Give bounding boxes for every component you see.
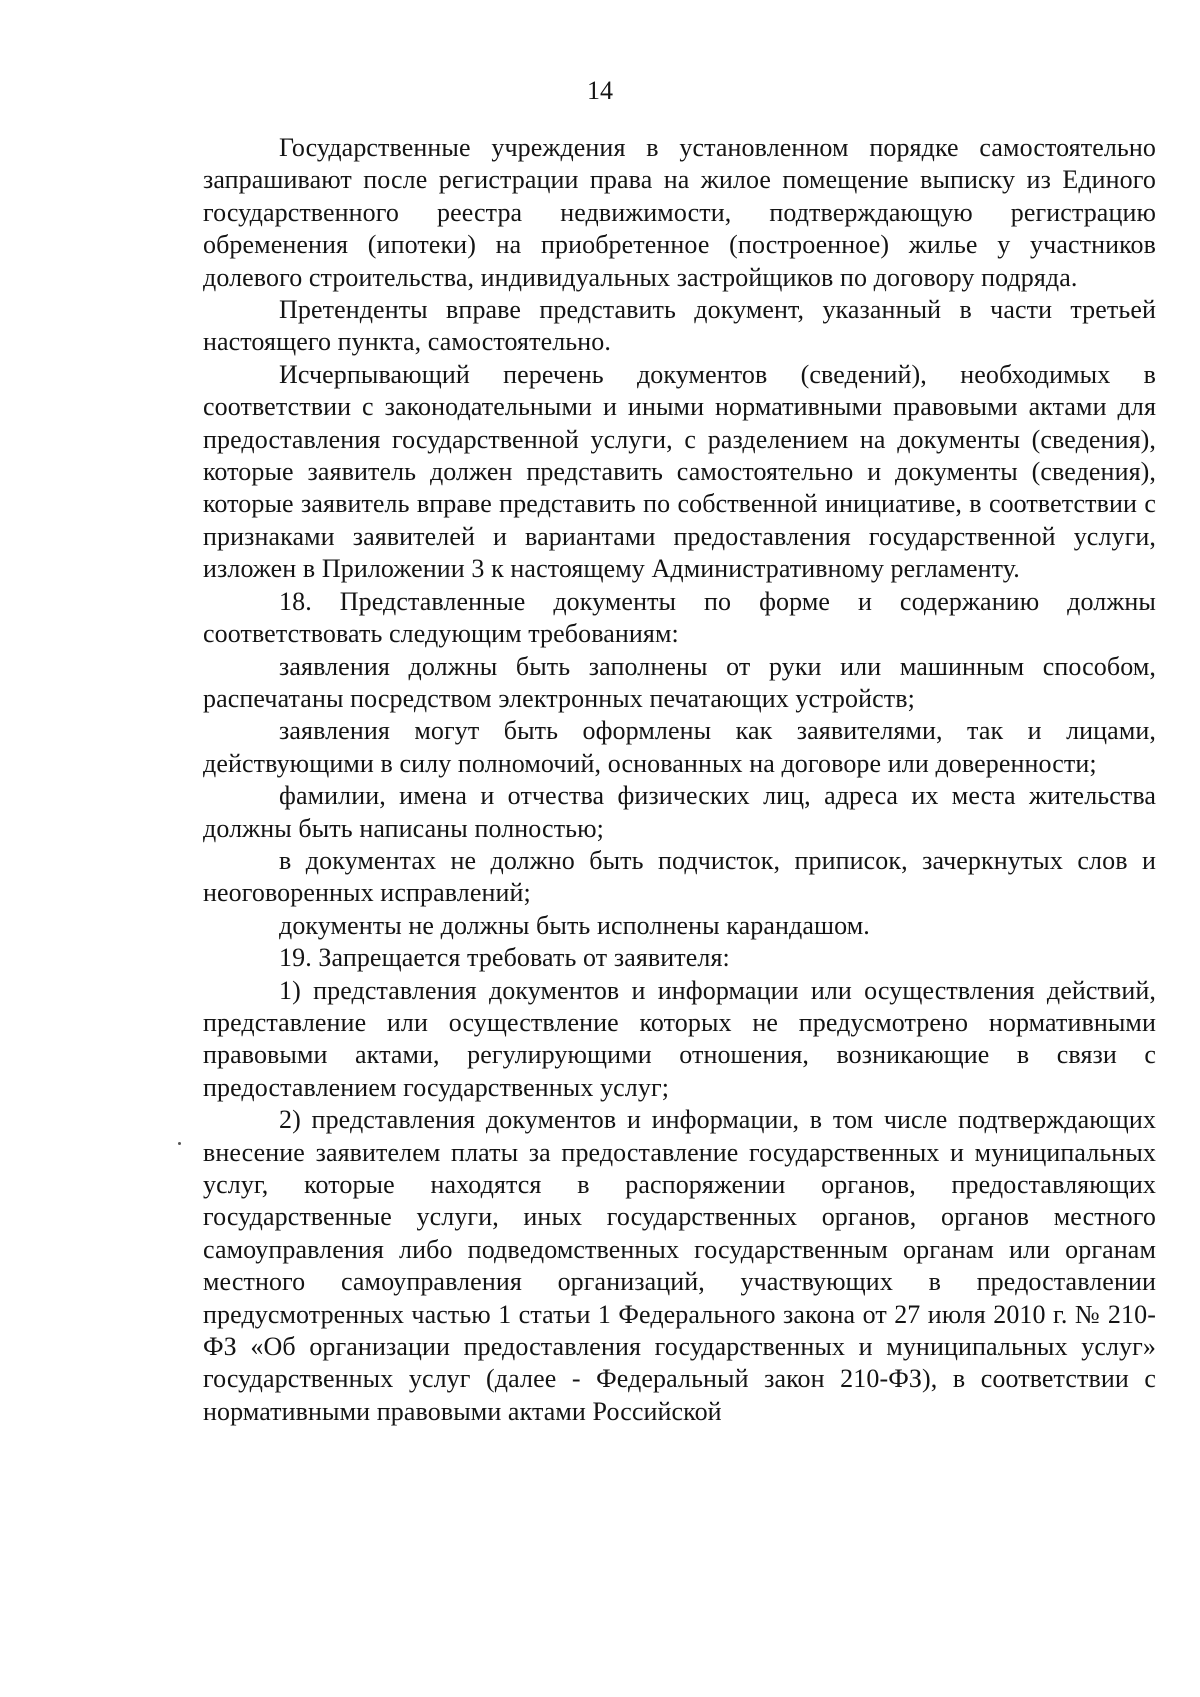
page-number: 14 [587,76,613,105]
paragraph-applicants-may-submit: Претенденты вправе представить документ, указанный в части третьей настоящего пункта, самостоятельно. [203,295,1156,357]
paragraph-item-18: 18. Представленные документы по форме и содержанию должны соответствовать следующим требованиям: [203,586,1156,649]
paragraph-requirement-full-names: фамилии, имена и отчества физических лиц, адреса их места жительства должны быть написаны полностью; [203,781,1156,843]
document-body [203,132,1156,1428]
paragraph-item-19-1: 1) представления документов и информации или осуществления действий, представление или осуществление которых не предусмотрено нормативными правовыми актами, регулирующими отношения, возникающие в связи с предоставлением государственных услуг; [203,975,1156,1102]
paragraph-state-institutions-request: Государственные учреждения в установленном порядке самостоятельно запрашивают после регистрации права на жилое помещение выписку из Единого государственного реестра недвижимости, подтверждающую регистрацию обременения (ипотеки) на приобретенное (построенное) жилье у участников долевого строительства, индивидуальных застройщиков по договору подряда. [203,133,1156,292]
paragraph-requirement-no-erasures: в документах не должно быть подчисток, приписок, зачеркнутых слов и неоговоренных исправлений; [203,845,1156,908]
paragraph-requirement-authorized: заявления могут быть оформлены как заявителями, так и лицами, действующими в силу полномочий, основанных на договоре или доверенности; [203,716,1156,778]
paragraph-requirement-filled: заявления должны быть заполнены от руки или машинным способом, распечатаны посредством электронных печатающих устройств; [203,651,1156,713]
scan-speck [178,1142,181,1145]
paragraph-item-19: 19. Запрещается требовать от заявителя: [279,943,730,973]
paragraph-item-19-2: 2) представления документов и информации, в том числе подтверждающих внесение заявителем платы за предоставление государственных и муниципальных услуг, которые находятся в распоряжении органов, предоставляющих государственные услуги, иных государственных органов, органов местного самоуправления либо подведомственных государственным органам или органам местного самоуправления организаций, участвующих в предоставлении предусмотренных частью 1 статьи 1 Федерального закона от 27 июля 2010 г. № 210-ФЗ «Об организации предоставления государственных и муниципальных услуг» государственных услуг (далее - Федеральный закон 210-ФЗ), в соответствии с нормативными правовыми актами Российской [203,1105,1156,1426]
paragraph-exhaustive-list: Исчерпывающий перечень документов (сведений), необходимых в соответствии с законодательными и иными нормативными правовыми актами для предоставления государственной услуги, с разделением на документы (сведения), которые заявитель должен представить самостоятельно и документы (сведения), которые заявитель вправе представить по собственной инициативе, в соответствии с признаками заявителей и вариантами предоставления государственной услуги, изложен в Приложении 3 к настоящему Административному регламенту. [203,359,1156,584]
paragraph-requirement-no-pencil: документы не должны быть исполнены карандашом. [279,910,870,940]
